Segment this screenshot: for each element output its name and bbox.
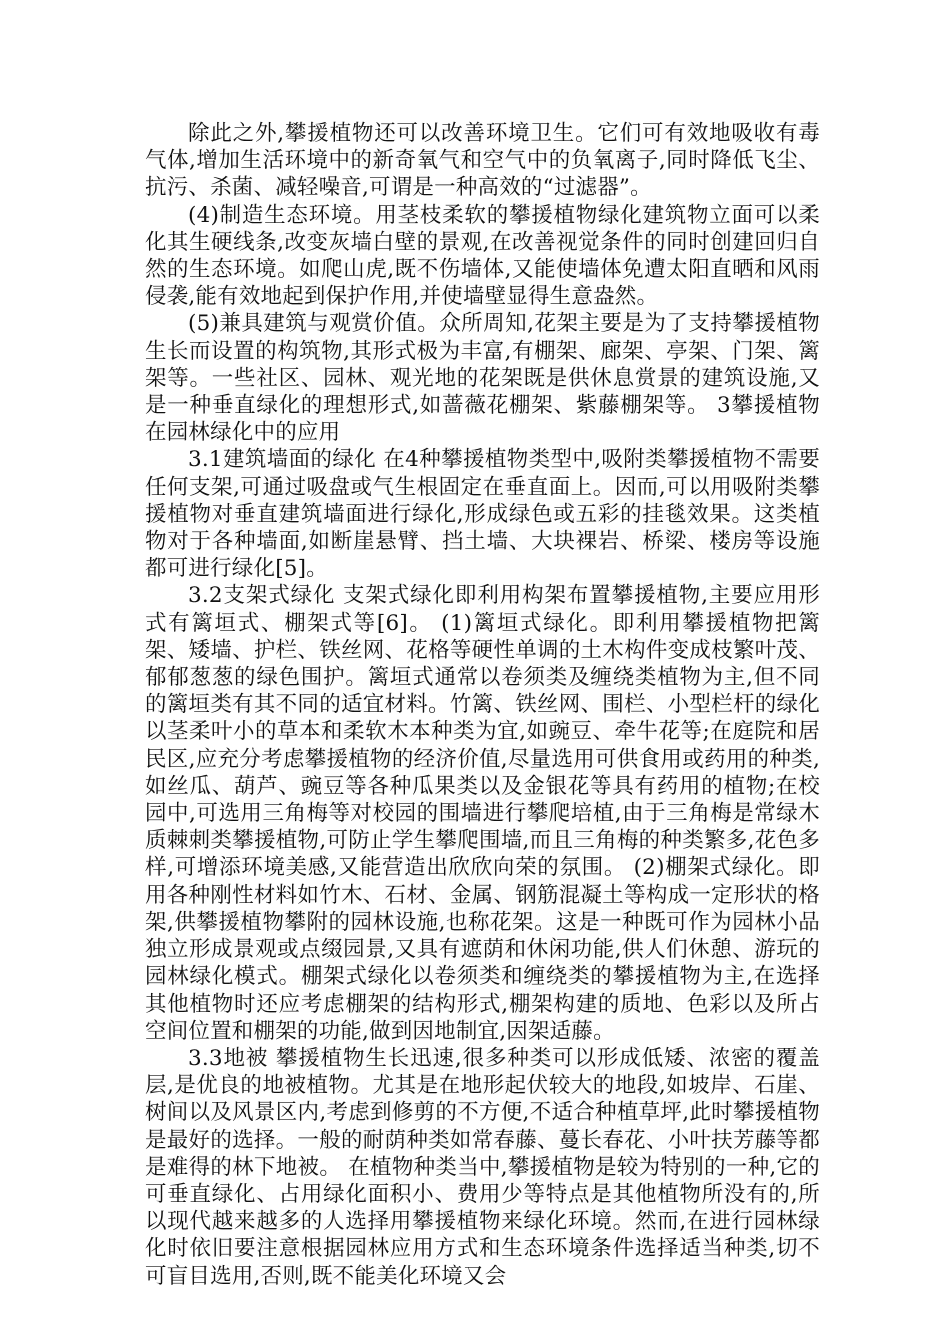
paragraph-ground-cover: 3.3地被 攀援植物生长迅速,很多种类可以形成低矮、浓密的覆盖层,是优良的地被植物。尤其是在地形起伏较大的地段,如坡岸、石崖、树间以及风景区内,考虑到修剪的不方便,不适合种植草坪,此时攀援植物是最好的选择。一般的耐荫种类如常春藤、蔓长春花、小叶扶芳藤等都是难得的林下地被。 在植物种类当中,攀援植物是较为特别的一种,它的可垂直绿化、占用绿化面积小、费用少等特点是其他植物所没有的,所以现代越来越多的人选择用攀援植物来绿化环境。然而,在进行园林绿化时依旧要注意根据园林应用方式和生态环境条件选择适当种类,切不可盲目选用,否则,既不能美化环境又会: [145, 1045, 820, 1289]
paragraph-architectural-value: (5)兼具建筑与观赏价值。众所周知,花架主要是为了支持攀援植物生长而设置的构筑物,其形式极为丰富,有棚架、廊架、亭架、门架、篱架等。一些社区、园林、观光地的花架既是供休息赏景的建筑设施,又是一种垂直绿化的理想形式,如蔷薇花棚架、紫藤棚架等。 3攀援植物在园林绿化中的应用: [145, 311, 820, 446]
paragraph-ecological-environment: (4)制造生态环境。用茎枝柔软的攀援植物绿化建筑物立面可以柔化其生硬线条,改变灰墙白壁的景观,在改善视觉条件的同时创建回归自然的生态环境。如爬山虎,既不伤墙体,又能使墙体免遭太阳直晒和风雨侵袭,能有效地起到保护作用,并使墙壁显得生意盎然。: [145, 202, 820, 310]
paragraph-support-greening: 3.2支架式绿化 支架式绿化即利用构架布置攀援植物,主要应用形式有篱垣式、棚架式等[6]。 (1)篱垣式绿化。即利用攀援植物把篱架、矮墙、护栏、铁丝网、花格等硬性单调的土木构件变成枝繁叶茂、郁郁葱葱的绿色围护。篱垣式通常以卷须类及缠绕类植物为主,但不同的篱垣类有其不同的适宜材料。竹篱、铁丝网、围栏、小型栏杆的绿化以茎柔叶小的草本和柔软木本种类为宜,如豌豆、牵牛花等;在庭院和居民区,应充分考虑攀援植物的经济价值,尽量选用可供食用或药用的种类,如丝瓜、葫芦、豌豆等各种瓜果类以及金银花等具有药用的植物;在校园中,可选用三角梅等对校园的围墙进行攀爬培植,由于三角梅是常绿木质棘刺类攀援植物,可防止学生攀爬围墙,而且三角梅的种类繁多,花色多样,可增添环境美感,又能营造出欣欣向荣的氛围。 (2)棚架式绿化。即用各种刚性材料如竹木、石材、金属、钢筋混凝土等构成一定形状的格架,供攀援植物攀附的园林设施,也称花架。这是一种既可作为园林小品独立形成景观或点缀园景,又具有遮荫和休闲功能,供人们休憩、游玩的园林绿化模式。棚架式绿化以卷须类和缠绕类的攀援植物为主,在选择其他植物时还应考虑棚架的结构形式,棚架构建的质地、色彩以及所占空间位置和棚架的功能,做到因地制宜,因架适藤。: [145, 583, 820, 1044]
paragraph-environment-hygiene: 除此之外,攀援植物还可以改善环境卫生。它们可有效地吸收有毒气体,增加生活环境中的新奇氧气和空气中的负氧离子,同时降低飞尘、抗污、杀菌、减轻噪音,可谓是一种高效的“过滤器”。: [145, 121, 820, 201]
paragraph-wall-greening: 3.1建筑墙面的绿化 在4种攀援植物类型中,吸附类攀援植物不需要任何支架,可通过吸盘或气生根固定在垂直面上。因而,可以用吸附类攀援植物对垂直建筑墙面进行绿化,形成绿色或五彩的挂毯效果。这类植物对于各种墙面,如断崖悬臂、挡土墙、大块裸岩、桥梁、楼房等设施都可进行绿化[5]。: [145, 447, 820, 582]
article-body: [145, 120, 820, 1290]
